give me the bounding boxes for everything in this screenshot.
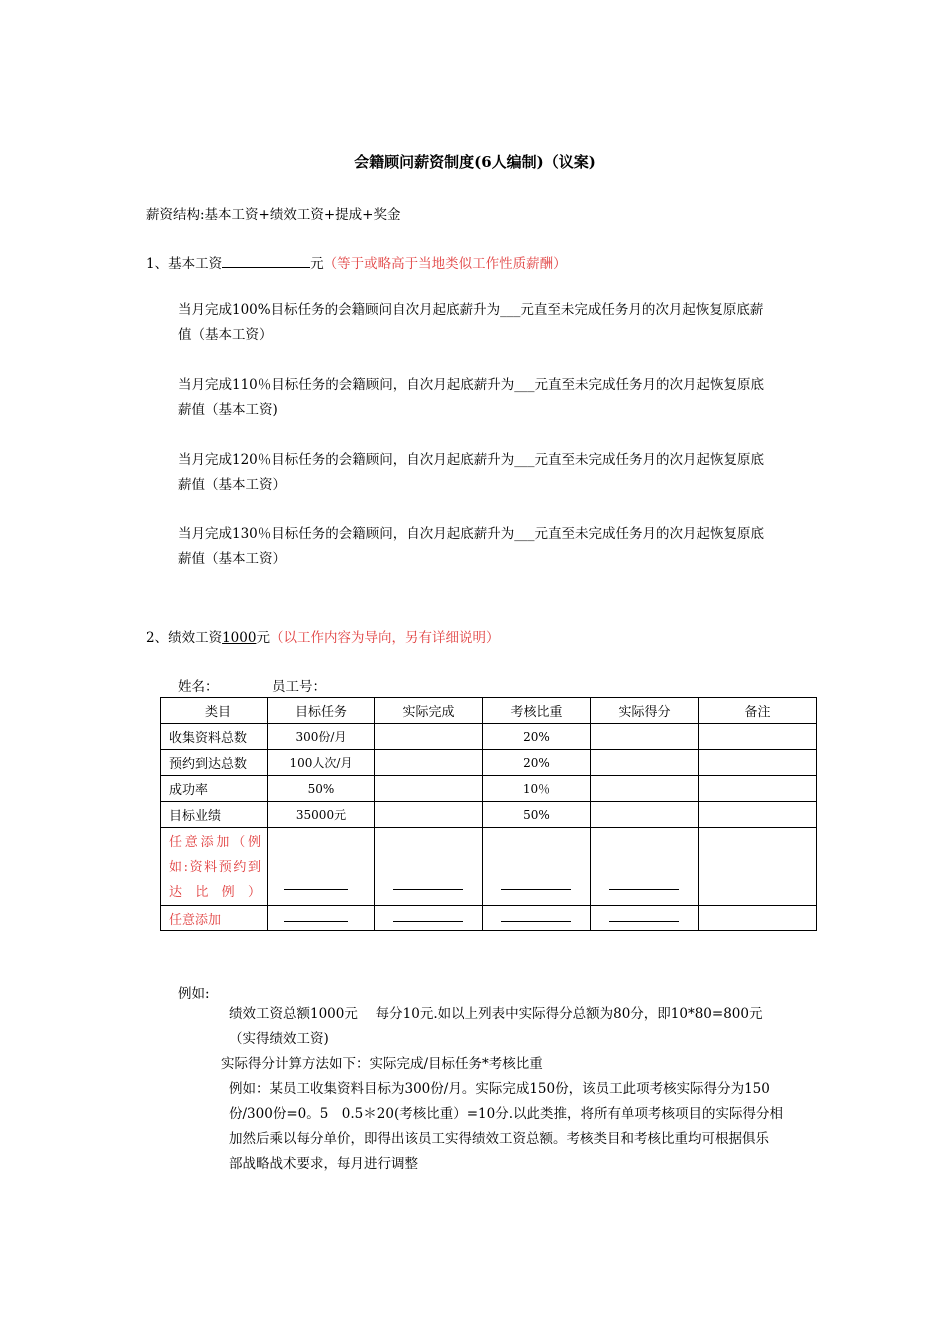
salary-structure: 薪资结构:基本工资+绩效工资+提成+奖金	[146, 207, 401, 223]
section2-heading	[146, 626, 499, 646]
example-line: 部战略战术要求，每月进行调整	[229, 1156, 418, 1172]
blank-cell[interactable]	[375, 828, 483, 906]
blank-cell[interactable]	[699, 828, 817, 906]
blank-cell[interactable]	[483, 828, 591, 906]
table-cell: 35000元	[268, 802, 375, 828]
table-cell: 预约到达总数	[161, 750, 268, 776]
paragraph-130	[178, 522, 764, 572]
blank-cell[interactable]	[591, 906, 699, 931]
header-cell: 实际完成	[375, 698, 483, 724]
table-cell	[375, 750, 483, 776]
table-cell: 300份/月	[268, 724, 375, 750]
section1-suffix: 元	[310, 256, 324, 272]
blank-cell[interactable]	[268, 828, 375, 906]
paragraph-120	[178, 448, 764, 498]
fill-line	[284, 888, 348, 890]
table-cell: 50%	[268, 776, 375, 802]
example-line: 份/300份=0。5 0.5＊20(考核比重）=10分.以此类推，将所有单项考核项目的实际得分相	[229, 1106, 783, 1122]
paragraph-line: 当月完成100%目标任务的会籍顾问自次月起底薪升为___元直至未完成任务月的次月起恢复原底薪	[178, 302, 764, 318]
paragraph-110	[178, 373, 764, 423]
fill-line	[284, 920, 348, 922]
fill-line	[393, 920, 463, 922]
table-cell	[591, 724, 699, 750]
table-cell: 20%	[483, 750, 591, 776]
table-cell: 100人次/月	[268, 750, 375, 776]
table-row	[161, 776, 817, 802]
custom-category-cell: 任意添加（例如:资料预约到达比例）	[161, 828, 268, 906]
table-cell: 收集资料总数	[161, 724, 268, 750]
section2-unit: 元	[256, 630, 270, 646]
performance-table	[160, 697, 817, 931]
header-cell: 考核比重	[483, 698, 591, 724]
base-salary-blank	[222, 253, 310, 268]
example-line: 加然后乘以每分单价，即得出该员工实得绩效工资总额。考核类目和考核比重均可根据俱乐	[229, 1131, 769, 1147]
employee-id-label: 员工号：	[272, 679, 326, 695]
table-cell: 20%	[483, 724, 591, 750]
table-row-custom	[161, 906, 817, 931]
paragraph-line: 值（基本工资）	[178, 327, 273, 343]
header-cell: 类目	[161, 698, 268, 724]
fill-line	[501, 920, 571, 922]
table-header-row	[161, 698, 817, 724]
table-cell	[591, 802, 699, 828]
section1-note: （等于或略高于当地类似工作性质薪酬）	[323, 256, 567, 272]
table-cell	[699, 776, 817, 802]
paragraph-line: 当月完成110％目标任务的会籍顾问，自次月起底薪升为___元直至未完成任务月的次月起恢复原底	[178, 377, 765, 393]
table-cell	[375, 724, 483, 750]
custom-category-cell: 任意添加	[161, 906, 268, 931]
fill-line	[609, 920, 679, 922]
table-row	[161, 724, 817, 750]
example-line: （实得绩效工资)	[229, 1031, 329, 1047]
table-cell	[699, 802, 817, 828]
name-label: 姓名：	[178, 679, 219, 695]
section2-note: （以工作内容为导向，另有详细说明）	[269, 630, 500, 646]
paragraph-100	[178, 298, 763, 348]
table-cell	[375, 776, 483, 802]
example-line: 实际得分计算方法如下：实际完成/目标任务*考核比重	[221, 1056, 543, 1072]
table-row	[161, 750, 817, 776]
blank-cell[interactable]	[699, 906, 817, 931]
blank-cell[interactable]	[483, 906, 591, 931]
paragraph-line: 当月完成120％目标任务的会籍顾问，自次月起底薪升为___元直至未完成任务月的次月起恢复原底	[178, 452, 765, 468]
example-label: 例如:	[178, 986, 210, 1002]
paragraph-line: 薪值（基本工资)	[178, 402, 278, 418]
fill-line	[609, 888, 679, 890]
header-cell: 目标任务	[268, 698, 375, 724]
performance-amount: 1000	[222, 630, 257, 646]
table-cell	[591, 750, 699, 776]
example-line: 例如：某员工收集资料目标为300份/月。实际完成150份，该员工此项考核实际得分为150	[229, 1081, 770, 1097]
section1-prefix: 1、基本工资	[146, 256, 223, 272]
blank-cell[interactable]	[268, 906, 375, 931]
header-cell: 备注	[699, 698, 817, 724]
table-row	[161, 802, 817, 828]
table-cell: 成功率	[161, 776, 268, 802]
table-cell	[375, 802, 483, 828]
example-line: 绩效工资总额1000元 每分10元.如以上列表中实际得分总额为80分，即10*80=800元	[229, 1006, 763, 1022]
table-cell: 10％	[483, 776, 591, 802]
blank-cell[interactable]	[375, 906, 483, 931]
table-row-custom	[161, 828, 817, 906]
fill-line	[393, 888, 463, 890]
page-title: 会籍顾问薪资制度(6人编制)（议案)	[354, 153, 596, 171]
table-cell: 目标业绩	[161, 802, 268, 828]
paragraph-line: 薪值（基本工资）	[178, 551, 286, 567]
fill-line	[501, 888, 571, 890]
header-cell: 实际得分	[591, 698, 699, 724]
table-cell	[699, 750, 817, 776]
section1-heading	[146, 252, 567, 272]
table-cell	[699, 724, 817, 750]
table-cell	[591, 776, 699, 802]
blank-cell[interactable]	[591, 828, 699, 906]
table-cell: 50%	[483, 802, 591, 828]
paragraph-line: 薪值（基本工资）	[178, 477, 286, 493]
section2-prefix: 2、绩效工资	[146, 630, 223, 646]
paragraph-line: 当月完成130％目标任务的会籍顾问，自次月起底薪升为___元直至未完成任务月的次月起恢复原底	[178, 526, 765, 542]
